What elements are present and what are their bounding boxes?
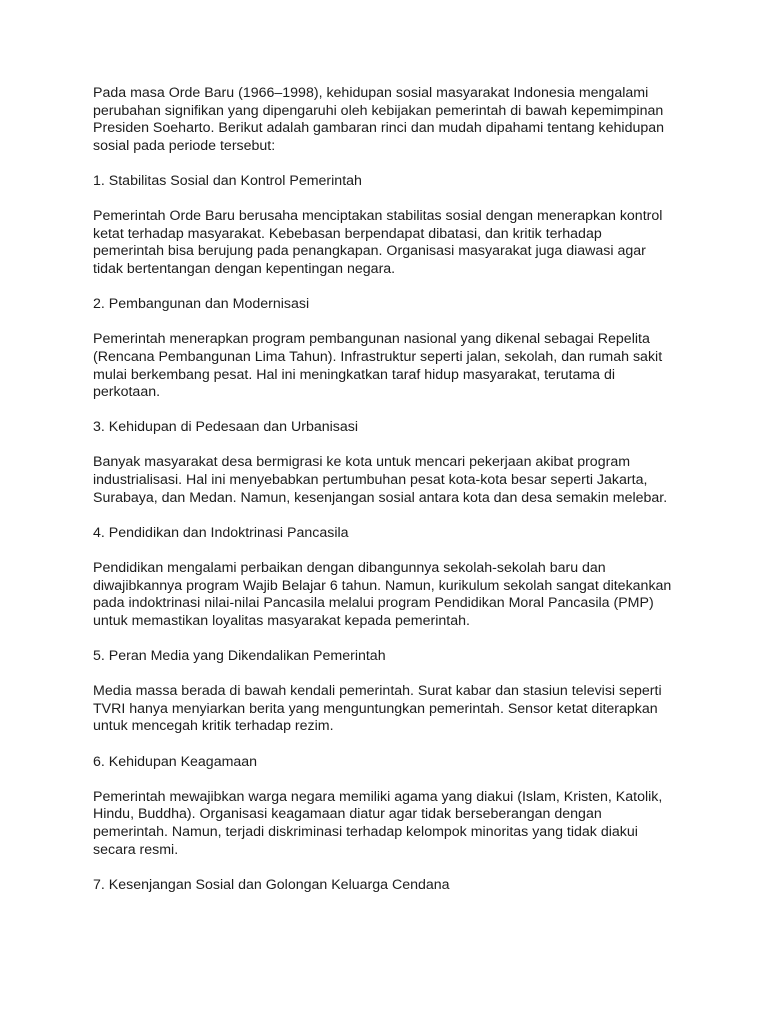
document-page [93,85,683,912]
section-body-2: Pemerintah menerapkan program pembangunan nasional yang dikenal sebagai Repelita (Rencana Pembangunan Lima Tahun). Infrastruktur seperti jalan, sekolah, dan rumah sakit mulai berkembang pesat. Hal ini meningkatkan taraf hidup masyarakat, terutama di perkotaan. [93,331,663,401]
section-body-5: Media massa berada di bawah kendali pemerintah. Surat kabar dan stasiun televisi seperti TVRI hanya menyiarkan berita yang menguntungkan pemerintah. Sensor ketat diterapkan untuk mencegah kritik terhadap rezim. [93,683,662,735]
section-body-3: Banyak masyarakat desa bermigrasi ke kota untuk mencari pekerjaan akibat program industrialisasi. Hal ini menyebabkan pertumbuhan pesat kota-kota besar seperti Jakarta, Surabaya, dan Medan. Namun, kesenjangan sosial antara kota dan desa semakin melebar. [93,454,668,506]
section-body-4: Pendidikan mengalami perbaikan dengan dibangunnya sekolah-sekolah baru dan diwajibkannya program Wajib Belajar 6 tahun. Namun, kurikulum sekolah sangat ditekankan pada indoktrinasi nilai-nilai Pancasila melalui program Pendidikan Moral Pancasila (PMP) untuk memastikan loyalitas masyarakat kepada pemerintah. [93,560,672,629]
intro-paragraph: Pada masa Orde Baru (1966–1998), kehidupan sosial masyarakat Indonesia mengalami perubahan signifikan yang dipengaruhi oleh kebijakan pemerintah di bawah kepemimpinan Presiden Soeharto. Berikut adalah gambaran rinci dan mudah dipahami tentang kehidupan sosial pada periode tersebut: [93,85,665,154]
section-heading-5: 5. Peran Media yang Dikendalikan Pemerintah [93,648,386,664]
section-body-6: Pemerintah mewajibkan warga negara memiliki agama yang diakui (Islam, Kristen, Katolik, Hindu, Buddha). Organisasi keagamaan diatur agar tidak berseberangan dengan pemerintah. Namun, terjadi diskriminasi terhadap kelompok minoritas yang tidak diakui secara resmi. [93,788,663,858]
section-heading-7: 7. Kesenjangan Sosial dan Golongan Keluarga Cendana [93,876,450,893]
section-heading-4: 4. Pendidikan dan Indoktrinasi Pancasila [93,524,349,541]
section-heading-3: 3. Kehidupan di Pedesaan dan Urbanisasi [93,419,359,436]
section-heading-6: 6. Kehidupan Keagamaan [93,753,258,770]
section-heading-1: 1. Stabilitas Sosial dan Kontrol Pemerintah [93,172,362,189]
section-heading-2: 2. Pembangunan dan Modernisasi [93,296,310,313]
section-body-1: Pemerintah Orde Baru berusaha menciptakan stabilitas sosial dengan menerapkan kontrol ketat terhadap masyarakat. Kebebasan berpendapat dibatasi, dan kritik terhadap pemerintah bisa berujung pada penangkapan. Organisasi masyarakat juga diawasi agar tidak bertentangan dengan kepentingan negara. [93,208,663,277]
